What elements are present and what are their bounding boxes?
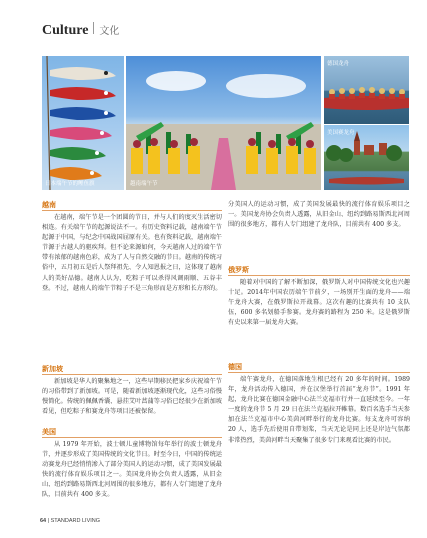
page-footer: [40, 518, 100, 524]
footer-divider: |: [47, 518, 51, 524]
paragraph: 端午赛龙舟，在德国落地生根已经有 20 多年的时间。1989 年，龙舟活动传入德国，并在汉堡举行首届“龙舟节”。1991 年起，龙舟比赛在德国金融中心法兰克福市行并一直延续至今。一年一度的龙舟节 5 月 29 日在法兰克福拉开帷幕。数百名选手当天参加在法兰克福市中心美茵河畔举行的龙舟比赛。每支龙舟可容纳 20 人，选手先后使用自带划桨，当天无论是同上还是岸边气氛都非常热烈，美茵河畔当天聚集了很多专门来观看比赛的市民。: [228, 376, 410, 444]
paragraph-continued: 分美国人的运动习惯，成了美国发展最快的流行体育娱乐项目之一。美国龙舟协会负责人透露，从旧金山、纽约到路易斯西北河周围的很多地方，都有人专门组建了龙舟队，目前共有 400 多支。: [228, 201, 410, 229]
section-body-germany: [228, 375, 410, 446]
page-number: 64: [40, 518, 47, 524]
photo-caption: 美国赛龙舟: [327, 130, 355, 136]
section-title-zh: 文化: [99, 26, 120, 37]
section-divider: [42, 210, 222, 211]
section-divider: [42, 374, 222, 375]
section-title-singapore: 新加坡: [42, 365, 63, 373]
section-body-vietnam: [42, 213, 222, 294]
magazine-name: STANDARD LIVING: [50, 518, 101, 524]
koinobori-illustration: [42, 56, 124, 190]
section-title-germany: 德国: [228, 363, 242, 371]
section-body-usa: [42, 440, 222, 512]
section-divider: [228, 275, 410, 276]
section-title-en: Culture: [42, 23, 89, 38]
section-divider: [228, 372, 410, 373]
section-header: [42, 22, 119, 42]
section-divider: [42, 437, 222, 438]
section-body-singapore: [42, 377, 222, 417]
vietnam-festival-illustration: [126, 56, 321, 190]
paragraph: 在越南，端午节是一个团圆的节日，并与人们的度灭生活密切相连。有关端午节的起源说法不一。有历史资料记载，越南端午节起源于中国，与纪念中国战国屈原有关。也有资料记载，越南端午节源于古越人的驱疾拜。但不论来源如何，今天越南人过的端午节带有浓郁的越南色彩，成为了人与自然交融的节日。越南的传统习俗中，五月初五是后人祭拜祖先、令人知恩报之日，这体现了越南人的美好品德。越南人认为，吃粽子可以杀得风调雨顺、五谷丰登。不过，越南人的端午节粽子不是三角形而是方形和长方形的。: [42, 214, 222, 292]
paragraph: 新加坡是华人的聚集地之一，这些早期移民把家乡庆祝端午节的习俗带到了新加坡。可是，随着新加坡逐渐现代化，这些习俗慢慢简化。传统的佩佩香囊、悬挂艾叶菖蒲等习俗已经很少在新加坡看见，但吃粽子和赛龙舟等项目还被保留。: [42, 378, 222, 416]
paragraph: 从 1979 年开始，波士顿儿童博物馆每年举行的波士顿龙舟节，并逐步形成了美国传统的文化节日。时至今日，中国的传统运动赛龙舟已经悄悄渗入了部分美国人的运动习惯，成了美国发展最快的流行体育娱乐项目之一。美国龙舟协会负责人透露，从旧金山、纽约到路易斯西北河周围的很多地方，都有人专门组建了龙舟队，目前共有 400 多支。: [42, 441, 222, 499]
photo-germany-dragon-boat: [324, 56, 409, 124]
photo-caption: 日本端午节的鲤鱼旗: [45, 181, 95, 187]
photo-caption: 德国龙舟: [327, 61, 350, 67]
photo-caption: 越南端午节: [130, 181, 158, 187]
section-body-usa-continued: [228, 200, 410, 230]
header-divider: [93, 22, 94, 34]
section-title-russia: 俄罗斯: [228, 266, 249, 274]
photo-koinobori: [42, 56, 124, 190]
section-title-vietnam: 越南: [42, 201, 56, 209]
photo-us-dragon-boat: [324, 125, 409, 190]
section-body-russia: [228, 278, 410, 328]
paragraph: 随着对中国的了解不断加深，俄罗斯人对中国传统文化也兴趣十足。2014年中国农历端午节前夕，一场别开生面的龙舟——端午龙舟大赛，在俄罗斯拉开战幕。这次有趣的比赛共有 10 支队伍，600 多名划船手参赛。龙舟赛的路程为 250 米。这是俄罗斯有史以来第一届龙舟大赛。: [228, 279, 410, 327]
photo-vietnam-festival: [126, 56, 321, 190]
section-title-usa: 美国: [42, 428, 56, 436]
